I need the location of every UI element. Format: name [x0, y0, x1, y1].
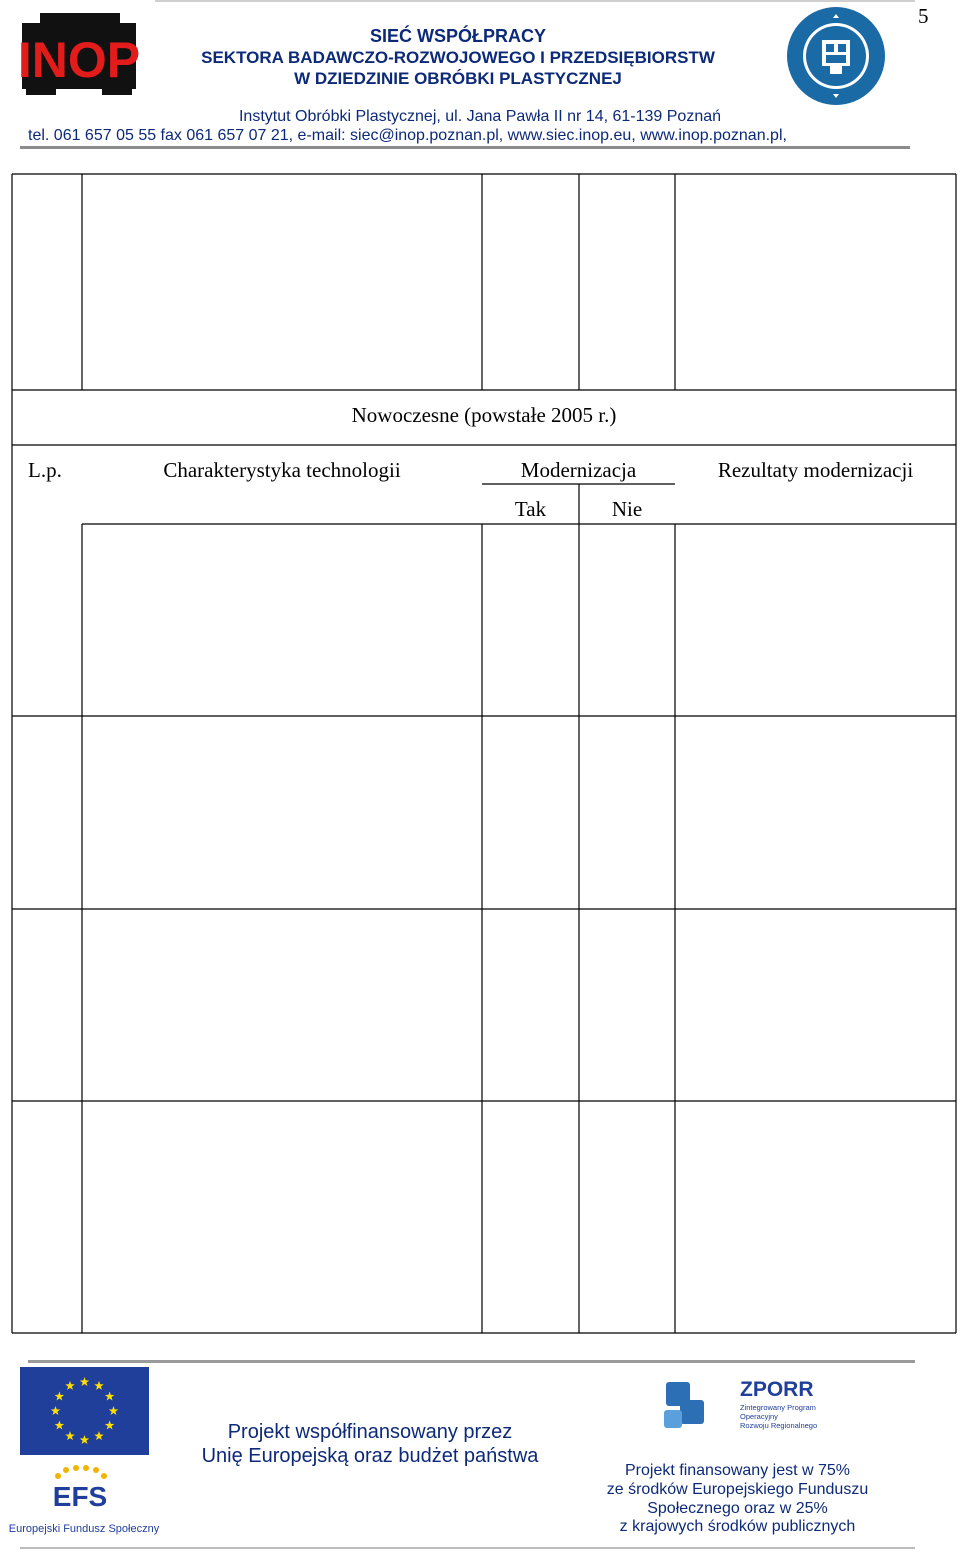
cofinanced-line2: Unię Europejską oraz budżet państwa — [201, 1445, 539, 1467]
svg-text:EFS: EFS — [52, 1481, 108, 1512]
col-header-modernization: Modernizacja — [520, 458, 637, 482]
section-title: Nowoczesne (powstałe 2005 r.) — [351, 403, 617, 427]
efs-logo — [8, 1464, 160, 1540]
financed-line2: ze środków Europejskiego Funduszu — [606, 1481, 869, 1498]
subheader-yes: Tak — [514, 497, 547, 521]
zporr-title: ZPORR — [740, 1378, 814, 1401]
footer-rule — [28, 1360, 915, 1363]
efs-label: Europejski Fundusz Społeczny — [8, 1523, 160, 1535]
zporr-logo — [650, 1372, 820, 1444]
col-header-results: Rezultaty modernizacji — [717, 458, 914, 482]
financed-line4: z krajowych środków publicznych — [619, 1518, 856, 1535]
inop-logo-text: INOP — [17, 32, 141, 88]
financed-line1: Projekt finansowany jest w 75% — [625, 1462, 850, 1479]
header-title-line3: W DZIEDZINIE OBRÓBKI PLASTYCZNEJ — [294, 69, 622, 88]
header-title-line1: SIEĆ WSPÓŁPRACY — [369, 26, 547, 46]
footer-bottom-rule — [20, 1547, 915, 1549]
contact-info: tel. 061 657 05 55 fax 061 657 07 21, e-mail: siec@inop.poznan.pl, www.siec.inop.eu, www.inop.poznan.pl, — [28, 127, 787, 144]
subheader-no: Nie — [611, 497, 643, 521]
col-header-characteristic: Charakterystyka technologii — [163, 458, 401, 482]
header-title-line2: SEKTORA BADAWCZO-ROZWOJOWEGO I PRZEDSIĘBIORSTW — [201, 48, 715, 67]
zporr-subtitle3: Rozwoju Regionalnego — [740, 1421, 818, 1430]
eu-flag-icon — [20, 1367, 149, 1455]
zporr-subtitle2: Operacyjny — [740, 1412, 778, 1421]
cofinanced-line1: Projekt współfinansowany przez — [227, 1421, 513, 1443]
zporr-subtitle1: Zintegrowany Program — [740, 1403, 816, 1412]
col-header-lp: L.p. — [28, 458, 62, 482]
page-number: 5 — [918, 4, 929, 28]
institute-address: Instytut Obróbki Plastycznej, ul. Jana Pawła II nr 14, 61-139 Poznań — [238, 108, 722, 125]
financed-line3: Społecznego oraz w 25% — [647, 1500, 828, 1517]
